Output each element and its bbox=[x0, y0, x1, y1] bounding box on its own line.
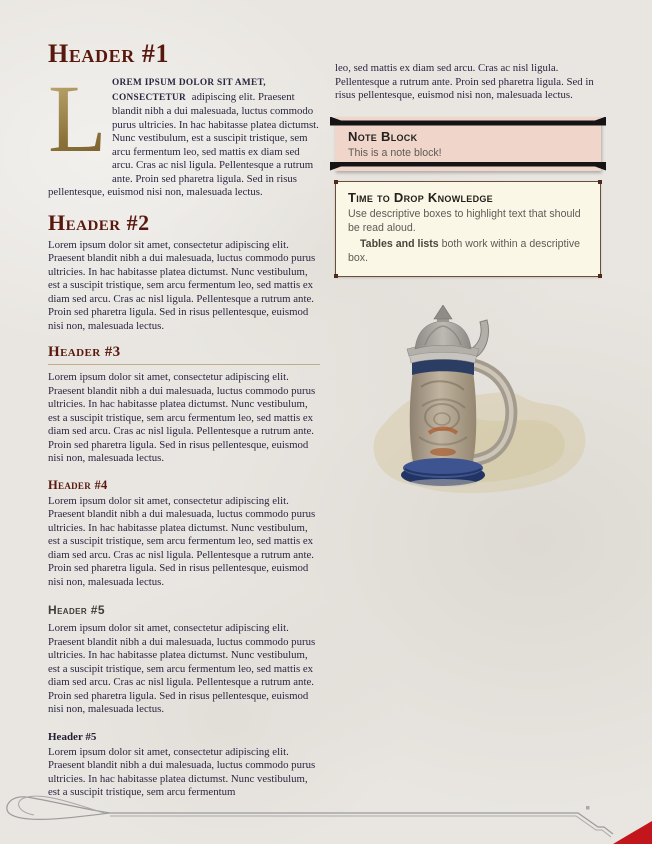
descriptive-box-title: Time to Drop Knowledge bbox=[348, 189, 493, 205]
corner-dot-icon bbox=[334, 180, 338, 184]
heading-3: Header #3 bbox=[48, 344, 320, 365]
beer-stein-image bbox=[353, 305, 601, 505]
descriptive-box bbox=[335, 181, 601, 277]
stein-finial bbox=[434, 305, 452, 319]
right-column bbox=[335, 62, 601, 505]
heading-4: Header #4 bbox=[48, 477, 108, 492]
footer-leaf-flourish bbox=[7, 797, 110, 820]
left-column bbox=[48, 40, 320, 800]
descriptive-box-line2-rest: both work within a descriptive box. bbox=[348, 237, 581, 264]
corner-dot-icon bbox=[598, 180, 602, 184]
heading-1: Header #1 bbox=[48, 39, 170, 68]
note-body: This is a note block! bbox=[348, 146, 442, 159]
paragraph-continuation: leo, sed mattis ex diam sed arcu. Cras ac nisl ligula. Pellentesque a rutrum ante. Proin sed pharetra ligula. Sed in risus pellentesque, euismod nisi non, malesuada lectus. bbox=[335, 62, 594, 101]
paragraph-truncated: Lorem ipsum dolor sit amet, consectetur adipiscing elit. Praesent blandit nibh a dui malesuada, luctus commodo purus ultricies. In hac habitasse platea dictumst. Nunc vestibulum, est a suscipit tristique, sem arcu fermentum bbox=[48, 745, 316, 798]
paragraph: Lorem ipsum dolor sit amet, consectetur adipiscing elit. Praesent blandit nibh a dui malesuada, luctus commodo purus ultricies. In hac habitasse platea dictumst. Nunc vestibulum, est a suscipit tristique, sem arcu fermentum leo, sed mattis ex diam sed arcu. Cras ac nisl ligula. Pellentesque a rutrum ante. Proin sed pharetra ligula. Sed in risus pellentesque, euismod nisi non, malesuada lectus. bbox=[48, 238, 316, 332]
lead-smallcaps: OREM IPSUM DOLOR SIT AMET, CONSECTETUR bbox=[112, 78, 266, 103]
note-block bbox=[335, 117, 601, 171]
heading-6: Header #5 bbox=[48, 730, 97, 743]
dropcap-letter: L bbox=[48, 78, 104, 186]
descriptive-box-line1: Use descriptive boxes to highlight text that should be read aloud. bbox=[348, 207, 581, 234]
note-title: Note Block bbox=[348, 128, 418, 144]
paragraph: Lorem ipsum dolor sit amet, consectetur adipiscing elit. Praesent blandit nibh a dui malesuada, luctus commodo purus ultricies. In hac habitasse platea dictumst. Nunc vestibulum, est a suscipit tristique, sem arcu fermentum leo, sed mattis ex diam sed arcu. Cras ac nisl ligula. Pellentesque a rutrum ante. Proin sed pharetra ligula. Sed in risus pellentesque, euismod nisi non, malesuada lectus. bbox=[48, 494, 316, 588]
footer-ornament bbox=[0, 782, 652, 844]
paragraph-dropcap bbox=[48, 65, 320, 200]
red-corner-wedge bbox=[613, 821, 652, 844]
descriptive-box-line2-bold: Tables and lists bbox=[360, 237, 439, 250]
paragraph-text: adipiscing elit. Praesent blandit nibh a dui malesuada, luctus commodo purus ultricies. In hac habitasse platea dictumst. Nunc vestibulum, est a suscipit tristique, sem arcu fermentum leo, sed mattis ex diam sed arcu. Cras ac nisl ligula. Pellentesque a rutrum ante. Proin sed pharetra ligula. Sed in risus pellentesque, euismod nisi non, malesuada lectus. bbox=[48, 90, 319, 198]
descriptive-box-line2 bbox=[348, 237, 588, 265]
paragraph: Lorem ipsum dolor sit amet, consectetur adipiscing elit. Praesent blandit nibh a dui malesuada, luctus commodo purus ultricies. In hac habitasse platea dictumst. Nunc vestibulum, est a suscipit tristique, sem arcu fermentum leo, sed mattis ex diam sed arcu. Cras ac nisl ligula. Pellentesque a rutrum ante. Proin sed pharetra ligula. Sed in risus pellentesque, euismod nisi non, malesuada lectus. bbox=[48, 622, 316, 715]
paragraph: Lorem ipsum dolor sit amet, consectetur adipiscing elit. Praesent blandit nibh a dui malesuada, luctus commodo purus ultricies. In hac habitasse platea dictumst. Nunc vestibulum, est a suscipit tristique, sem arcu fermentum leo, sed mattis ex diam sed arcu. Cras ac nisl ligula. Pellentesque a rutrum ante. Proin sed pharetra ligula. Sed in risus pellentesque, euismod nisi non, malesuada lectus. bbox=[48, 371, 316, 464]
corner-dot-icon bbox=[334, 274, 338, 278]
heading-5: Header #5 bbox=[48, 603, 105, 617]
stein-illustration bbox=[353, 305, 601, 505]
heading-2: Header #2 bbox=[48, 209, 150, 235]
corner-dot-icon bbox=[598, 274, 602, 278]
